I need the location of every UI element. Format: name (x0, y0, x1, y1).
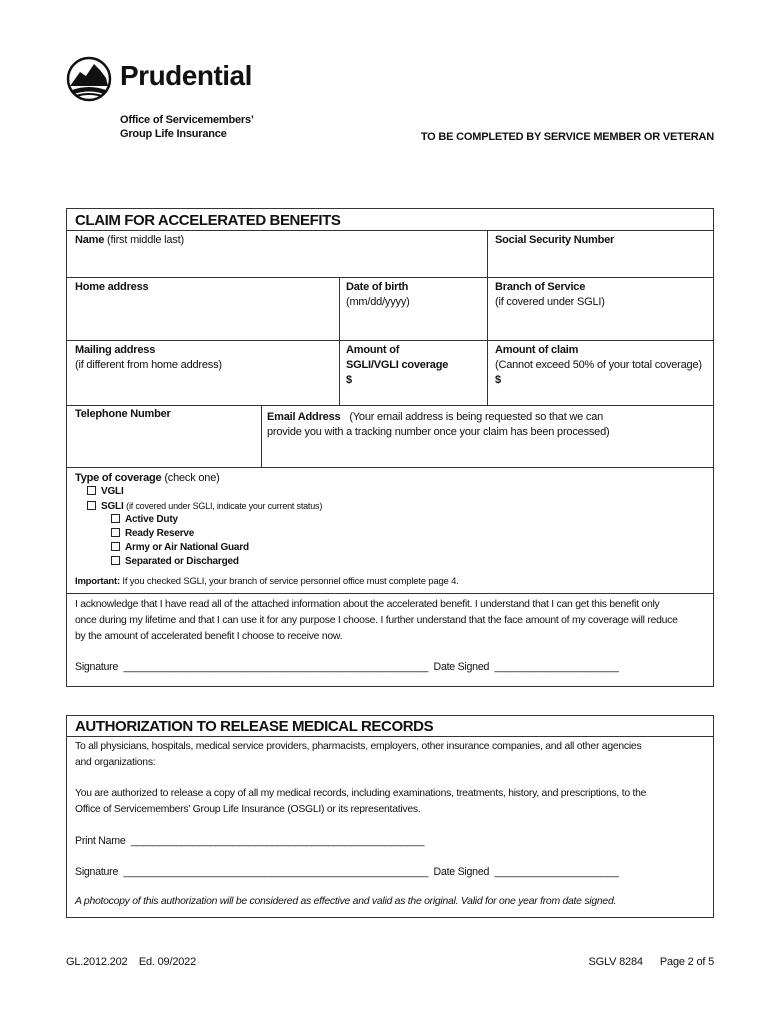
footer-page-info (589, 956, 714, 968)
sgli-option[interactable]: SGLI (if covered under SGLI, indicate your current status) (87, 499, 322, 514)
mailing-address-field[interactable]: Mailing address (if different from home address) (75, 344, 222, 371)
national-guard-option[interactable]: Army or Air National Guard (111, 541, 249, 555)
photocopy-note: A photocopy of this authorization will be considered as effective and valid as the original. Valid for one year from date signed. (75, 896, 617, 907)
claim-section (66, 208, 714, 687)
coverage-type-heading: Type of coverage (check one) (75, 472, 220, 484)
sgli-checkbox[interactable] (87, 501, 96, 510)
active-duty-checkbox[interactable] (111, 514, 120, 523)
branch-field[interactable]: Branch of Service (if covered under SGLI) (495, 281, 605, 308)
claim-signature-line[interactable]: Signature ______________________________________________________ Date Signed ______________________ (75, 661, 619, 673)
authorization-section (66, 715, 714, 918)
vgli-checkbox[interactable] (87, 486, 96, 495)
ready-reserve-checkbox[interactable] (111, 528, 120, 537)
separated-option[interactable]: Separated or Discharged (111, 555, 239, 569)
acknowledgement-text: I acknowledge that I have read all of the attached information about the accelerated benefit. I understand that I can get this benefit only once during my lifetime and that I can use it for any purpose I choose. I further understand that the face amount of my coverage will reduce by the amount of accelerated benefit I choose to receive now. (75, 599, 678, 642)
email-field[interactable]: Email Address (Your email address is being requested so that we can provide you with a tracking number once your claim has been processed) (267, 411, 610, 438)
footer-form-number: SGLV 8284 (588, 956, 643, 968)
print-name-line[interactable]: Print Name ____________________________________________________ (75, 835, 425, 847)
claim-amount-field[interactable]: Amount of claim (Cannot exceed 50% of your total coverage) $ (495, 344, 702, 386)
footer-page-number: Page 2 of 5 (659, 956, 714, 968)
home-address-field[interactable]: Home address (75, 281, 149, 293)
authorization-statement: You are authorized to release a copy of all my medical records, including examinations, treatments, history, and prescriptions, to the Office of Servicemembers’ Group Life Insurance (OSGLI) or its representatives. (75, 788, 647, 815)
telephone-field[interactable]: Telephone Number (75, 408, 171, 420)
claim-section-title: CLAIM FOR ACCELERATED BENEFITS (75, 212, 341, 229)
office-name: Office of Servicemembers’ Group Life Insurance (120, 114, 254, 140)
auth-signature-line[interactable]: Signature ______________________________________________________ Date Signed ______________________ (75, 866, 619, 878)
dob-field[interactable]: Date of birth (mm/dd/yyyy) (346, 281, 410, 308)
ssn-field[interactable]: Social Security Number (495, 234, 615, 246)
footer-form-code: GL.2012.202 Ed. 09/2022 (66, 956, 196, 968)
name-field[interactable]: Name (first middle last) (75, 234, 184, 246)
completion-instruction: TO BE COMPLETED BY SERVICE MEMBER OR VETERAN (420, 131, 714, 143)
ready-reserve-option[interactable]: Ready Reserve (111, 527, 194, 541)
coverage-amount-field[interactable]: Amount of SGLI/VGLI coverage $ (346, 344, 449, 386)
brand-name: Prudential (120, 60, 252, 91)
footer-edition: Ed. 09/2022 (138, 956, 196, 968)
authorization-recipients: To all physicians, hospitals, medical service providers, pharmacists, employers, other insurance companies, and all other agencies and organizations: (75, 741, 642, 768)
authorization-section-title: AUTHORIZATION TO RELEASE MEDICAL RECORDS (75, 718, 434, 735)
vgli-option[interactable]: VGLI (87, 485, 124, 499)
active-duty-option[interactable]: Active Duty (111, 513, 178, 527)
important-note: Important: If you checked SGLI, your branch of service personnel office must complete page 4. (75, 576, 459, 587)
claim-date-signed: Date Signed (433, 661, 490, 673)
separated-checkbox[interactable] (111, 556, 120, 565)
prudential-rock-logo (66, 56, 112, 102)
national-guard-checkbox[interactable] (111, 542, 120, 551)
auth-date-signed: Date Signed (433, 866, 490, 878)
